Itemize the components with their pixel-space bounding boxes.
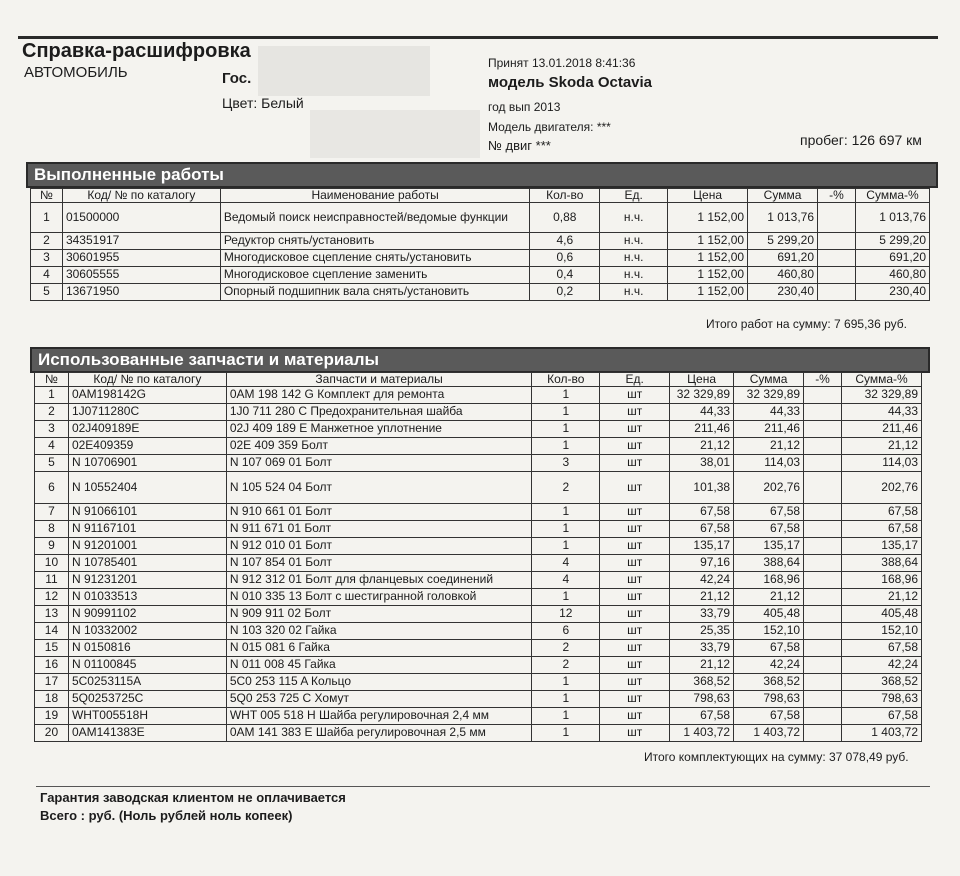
parts-cell: 2 <box>532 639 600 656</box>
parts-cell <box>804 554 842 571</box>
parts-cell: 32 329,89 <box>734 386 804 403</box>
works-column-header: Ед. <box>600 189 668 203</box>
parts-table-row <box>35 605 922 622</box>
parts-table-row <box>35 471 922 503</box>
parts-cell <box>804 403 842 420</box>
parts-cell: N 912 010 01 Болт <box>226 537 532 554</box>
redacted-area <box>310 110 480 158</box>
parts-cell: N 10552404 <box>68 471 226 503</box>
parts-cell: 67,58 <box>842 503 922 520</box>
parts-cell: 202,76 <box>734 471 804 503</box>
works-cell: н.ч. <box>600 249 668 266</box>
parts-cell: шт <box>600 420 670 437</box>
parts-cell: N 91066101 <box>68 503 226 520</box>
works-cell: 2 <box>31 232 63 249</box>
parts-cell: 798,63 <box>842 690 922 707</box>
parts-cell: 44,33 <box>734 403 804 420</box>
parts-cell: 42,24 <box>734 656 804 673</box>
works-cell: 691,20 <box>855 249 929 266</box>
parts-table-row <box>35 437 922 454</box>
parts-cell: N 107 069 01 Болт <box>226 454 532 471</box>
parts-cell: 67,58 <box>842 707 922 724</box>
parts-table-row <box>35 420 922 437</box>
parts-cell: 1 <box>532 588 600 605</box>
parts-cell: 02E 409 359 Болт <box>226 437 532 454</box>
parts-cell: 5Q0 253 725 C Хомут <box>226 690 532 707</box>
parts-cell: 67,58 <box>734 503 804 520</box>
parts-cell: N 10706901 <box>68 454 226 471</box>
parts-cell: N 107 854 01 Болт <box>226 554 532 571</box>
works-cell: 1 152,00 <box>668 202 748 232</box>
parts-cell: 67,58 <box>842 639 922 656</box>
parts-cell: 42,24 <box>842 656 922 673</box>
parts-table-row <box>35 554 922 571</box>
works-cell: 1 013,76 <box>855 202 929 232</box>
parts-table-row <box>35 537 922 554</box>
parts-cell: 368,52 <box>734 673 804 690</box>
works-cell: 30601955 <box>62 249 220 266</box>
parts-cell: 1 <box>532 503 600 520</box>
parts-cell: 67,58 <box>734 707 804 724</box>
parts-cell: WHT 005 518 H Шайба регулировочная 2,4 мм <box>226 707 532 724</box>
parts-cell: 33,79 <box>670 605 734 622</box>
parts-cell: 25,35 <box>670 622 734 639</box>
parts-cell: 368,52 <box>670 673 734 690</box>
parts-cell: шт <box>600 724 670 741</box>
parts-column-header: Кол-во <box>532 373 600 387</box>
parts-cell: 798,63 <box>734 690 804 707</box>
vehicle-label: АВТОМОБИЛЬ <box>24 64 128 81</box>
parts-cell <box>804 639 842 656</box>
parts-cell: 67,58 <box>670 707 734 724</box>
parts-cell: 67,58 <box>670 503 734 520</box>
parts-cell: 38,01 <box>670 454 734 471</box>
parts-cell: 114,03 <box>734 454 804 471</box>
parts-cell: 211,46 <box>842 420 922 437</box>
parts-cell: 1 <box>532 673 600 690</box>
parts-table-row <box>35 503 922 520</box>
parts-column-header: -% <box>804 373 842 387</box>
works-cell: 1 152,00 <box>668 249 748 266</box>
works-cell: 0,6 <box>530 249 600 266</box>
works-column-header: -% <box>818 189 856 203</box>
parts-cell: 135,17 <box>842 537 922 554</box>
works-table <box>30 188 930 301</box>
works-cell: 0,88 <box>530 202 600 232</box>
parts-cell: 7 <box>35 503 69 520</box>
works-column-header: Кол-во <box>530 189 600 203</box>
works-cell: 4 <box>31 266 63 283</box>
parts-cell: 2 <box>532 471 600 503</box>
works-column-header: Сумма <box>748 189 818 203</box>
parts-cell: 168,96 <box>842 571 922 588</box>
works-cell: 3 <box>31 249 63 266</box>
parts-column-header: Запчасти и материалы <box>226 373 532 387</box>
works-cell: 1 013,76 <box>748 202 818 232</box>
parts-cell: 33,79 <box>670 639 734 656</box>
parts-column-header: Сумма-% <box>842 373 922 387</box>
works-column-header: № <box>31 189 63 203</box>
parts-cell: N 103 320 02 Гайка <box>226 622 532 639</box>
parts-cell <box>804 673 842 690</box>
parts-cell <box>804 605 842 622</box>
works-cell: 5 299,20 <box>748 232 818 249</box>
parts-cell: 152,10 <box>734 622 804 639</box>
parts-cell: 6 <box>532 622 600 639</box>
parts-cell: 4 <box>532 571 600 588</box>
works-table-row <box>31 202 930 232</box>
parts-cell: 17 <box>35 673 69 690</box>
warranty-note: Гарантия заводская клиентом не оплачивается <box>40 790 346 805</box>
parts-cell: 10 <box>35 554 69 571</box>
works-cell: Многодисковое сцепление заменить <box>220 266 530 283</box>
parts-cell: 1 403,72 <box>734 724 804 741</box>
parts-cell: 211,46 <box>670 420 734 437</box>
parts-cell: шт <box>600 537 670 554</box>
parts-cell: 67,58 <box>842 520 922 537</box>
parts-cell: 5 <box>35 454 69 471</box>
parts-cell: 135,17 <box>670 537 734 554</box>
parts-cell: 21,12 <box>734 588 804 605</box>
parts-cell: 6 <box>35 471 69 503</box>
works-cell: 0,4 <box>530 266 600 283</box>
vehicle-color: Цвет: Белый <box>222 95 304 111</box>
parts-cell <box>804 656 842 673</box>
parts-total: Итого комплектующих на сумму: 37 078,49 руб. <box>644 750 909 764</box>
works-cell: 460,80 <box>748 266 818 283</box>
parts-table-row <box>35 673 922 690</box>
works-cell: н.ч. <box>600 232 668 249</box>
works-cell: 4,6 <box>530 232 600 249</box>
parts-cell <box>804 471 842 503</box>
works-cell <box>818 266 856 283</box>
parts-cell <box>804 690 842 707</box>
parts-cell: 9 <box>35 537 69 554</box>
works-cell: н.ч. <box>600 266 668 283</box>
parts-cell: 97,16 <box>670 554 734 571</box>
reg-label: Гос. <box>222 70 252 87</box>
parts-cell: 11 <box>35 571 69 588</box>
parts-cell: 44,33 <box>670 403 734 420</box>
parts-cell: шт <box>600 554 670 571</box>
parts-cell: 67,58 <box>670 520 734 537</box>
parts-cell <box>804 588 842 605</box>
engine-model: Модель двигателя: *** <box>488 120 611 134</box>
works-cell: Многодисковое сцепление снять/установить <box>220 249 530 266</box>
parts-cell: 12 <box>35 588 69 605</box>
parts-cell: N 011 008 45 Гайка <box>226 656 532 673</box>
parts-cell: 15 <box>35 639 69 656</box>
works-cell: н.ч. <box>600 283 668 300</box>
works-cell <box>818 202 856 232</box>
parts-cell: 02E409359 <box>68 437 226 454</box>
works-section-title: Выполненные работы <box>26 162 938 188</box>
parts-cell: 32 329,89 <box>670 386 734 403</box>
parts-cell: 44,33 <box>842 403 922 420</box>
parts-column-header: № <box>35 373 69 387</box>
footer-rule <box>36 786 930 787</box>
parts-cell <box>804 386 842 403</box>
parts-cell <box>804 622 842 639</box>
parts-cell: 21,12 <box>842 588 922 605</box>
parts-cell: 14 <box>35 622 69 639</box>
parts-cell: 02J409189E <box>68 420 226 437</box>
works-cell: Ведомый поиск неисправностей/ведомые функции <box>220 202 530 232</box>
works-total: Итого работ на сумму: 7 695,36 руб. <box>706 317 907 331</box>
parts-cell: 4 <box>35 437 69 454</box>
works-column-header: Цена <box>668 189 748 203</box>
parts-cell: шт <box>600 471 670 503</box>
parts-cell: 202,76 <box>842 471 922 503</box>
parts-cell: N 91201001 <box>68 537 226 554</box>
works-cell: 1 <box>31 202 63 232</box>
parts-cell: шт <box>600 386 670 403</box>
works-table-row <box>31 266 930 283</box>
parts-column-header: Ед. <box>600 373 670 387</box>
parts-table-row <box>35 639 922 656</box>
parts-cell <box>804 571 842 588</box>
parts-cell: 42,24 <box>670 571 734 588</box>
parts-column-header: Сумма <box>734 373 804 387</box>
works-cell: 460,80 <box>855 266 929 283</box>
parts-cell <box>804 537 842 554</box>
vehicle-model: модель Skoda Octavia <box>488 74 653 91</box>
parts-cell: 21,12 <box>670 656 734 673</box>
works-cell: 13671950 <box>62 283 220 300</box>
parts-table-row <box>35 520 922 537</box>
works-cell <box>818 232 856 249</box>
parts-section-title: Использованные запчасти и материалы <box>30 347 930 373</box>
works-cell <box>818 283 856 300</box>
parts-cell: 388,64 <box>842 554 922 571</box>
parts-cell: 1 <box>532 707 600 724</box>
parts-cell: 5C0 253 115 A Кольцо <box>226 673 532 690</box>
parts-cell: 1 <box>532 386 600 403</box>
parts-cell: 5Q0253725C <box>68 690 226 707</box>
parts-cell: N 010 335 13 Болт с шестигранной головкой <box>226 588 532 605</box>
parts-cell: N 909 911 02 Болт <box>226 605 532 622</box>
parts-cell: 3 <box>532 454 600 471</box>
parts-cell: 0AM 141 383 E Шайба регулировочная 2,5 мм <box>226 724 532 741</box>
parts-table-row <box>35 656 922 673</box>
parts-cell: 1J0711280C <box>68 403 226 420</box>
parts-cell: шт <box>600 520 670 537</box>
parts-cell: 368,52 <box>842 673 922 690</box>
parts-cell: 1 <box>532 690 600 707</box>
parts-table-row <box>35 571 922 588</box>
parts-cell: шт <box>600 707 670 724</box>
parts-cell: N 10785401 <box>68 554 226 571</box>
parts-table-row <box>35 724 922 741</box>
parts-cell: N 90991102 <box>68 605 226 622</box>
vehicle-year: год вып 2013 <box>488 100 561 114</box>
parts-cell: 1 <box>532 537 600 554</box>
parts-cell: шт <box>600 403 670 420</box>
works-column-header: Сумма-% <box>855 189 929 203</box>
works-cell: 34351917 <box>62 232 220 249</box>
parts-cell: 12 <box>532 605 600 622</box>
works-cell <box>818 249 856 266</box>
parts-cell: 1 <box>532 420 600 437</box>
parts-cell: шт <box>600 639 670 656</box>
works-cell: 01500000 <box>62 202 220 232</box>
parts-cell <box>804 724 842 741</box>
parts-cell: 2 <box>35 403 69 420</box>
parts-cell <box>804 503 842 520</box>
parts-cell: N 91167101 <box>68 520 226 537</box>
works-column-header: Наименование работы <box>220 189 530 203</box>
parts-cell: шт <box>600 605 670 622</box>
works-header-row <box>31 189 930 203</box>
parts-cell: 3 <box>35 420 69 437</box>
parts-table-row <box>35 622 922 639</box>
parts-cell: 798,63 <box>670 690 734 707</box>
parts-cell: 405,48 <box>842 605 922 622</box>
parts-cell: шт <box>600 503 670 520</box>
parts-table-row <box>35 588 922 605</box>
parts-cell: шт <box>600 690 670 707</box>
parts-cell: 16 <box>35 656 69 673</box>
works-table-row <box>31 249 930 266</box>
parts-cell: 21,12 <box>734 437 804 454</box>
parts-column-header: Код/ № по каталогу <box>68 373 226 387</box>
parts-cell: N 10332002 <box>68 622 226 639</box>
works-cell: н.ч. <box>600 202 668 232</box>
accepted-date: Принят 13.01.2018 8:41:36 <box>488 56 636 70</box>
parts-cell: 5C0253115A <box>68 673 226 690</box>
works-cell: 0,2 <box>530 283 600 300</box>
parts-column-header: Цена <box>670 373 734 387</box>
parts-cell: N 911 671 01 Болт <box>226 520 532 537</box>
parts-cell: N 0150816 <box>68 639 226 656</box>
parts-cell: 20 <box>35 724 69 741</box>
parts-cell: 114,03 <box>842 454 922 471</box>
parts-cell: 8 <box>35 520 69 537</box>
parts-cell: N 912 312 01 Болт для фланцевых соединений <box>226 571 532 588</box>
parts-header-row <box>35 373 922 387</box>
parts-cell: 67,58 <box>734 639 804 656</box>
works-cell: 1 152,00 <box>668 266 748 283</box>
parts-cell: 1 <box>532 520 600 537</box>
top-rule <box>18 36 938 39</box>
parts-cell: 18 <box>35 690 69 707</box>
parts-table-row <box>35 707 922 724</box>
parts-cell: WHT005518H <box>68 707 226 724</box>
parts-cell: 152,10 <box>842 622 922 639</box>
works-cell: 230,40 <box>855 283 929 300</box>
works-column-header: Код/ № по каталогу <box>62 189 220 203</box>
redacted-area <box>258 46 430 96</box>
parts-cell: N 01100845 <box>68 656 226 673</box>
parts-cell: шт <box>600 588 670 605</box>
works-table-row <box>31 283 930 300</box>
parts-cell: 211,46 <box>734 420 804 437</box>
parts-cell: шт <box>600 454 670 471</box>
parts-cell: 1 403,72 <box>842 724 922 741</box>
parts-cell <box>804 520 842 537</box>
parts-cell: 1 <box>532 403 600 420</box>
parts-cell: 0AM198142G <box>68 386 226 403</box>
parts-cell: шт <box>600 437 670 454</box>
parts-cell: 1 403,72 <box>670 724 734 741</box>
parts-cell: 21,12 <box>670 437 734 454</box>
parts-cell <box>804 454 842 471</box>
works-cell: 5 299,20 <box>855 232 929 249</box>
works-table-row <box>31 232 930 249</box>
parts-cell: 1 <box>532 437 600 454</box>
parts-cell: шт <box>600 673 670 690</box>
parts-table <box>34 372 922 742</box>
parts-table-row <box>35 454 922 471</box>
parts-cell <box>804 420 842 437</box>
parts-cell: 101,38 <box>670 471 734 503</box>
parts-cell: 1 <box>35 386 69 403</box>
parts-cell: 0AM141383E <box>68 724 226 741</box>
parts-cell: 13 <box>35 605 69 622</box>
parts-table-row <box>35 403 922 420</box>
parts-cell: 405,48 <box>734 605 804 622</box>
works-cell: 1 152,00 <box>668 232 748 249</box>
parts-cell: 1 <box>532 724 600 741</box>
works-cell: 691,20 <box>748 249 818 266</box>
works-cell: Редуктор снять/установить <box>220 232 530 249</box>
parts-cell: N 015 081 6 Гайка <box>226 639 532 656</box>
parts-cell: N 01033513 <box>68 588 226 605</box>
parts-cell: 1J0 711 280 C Предохранительная шайба <box>226 403 532 420</box>
parts-cell: 0AM 198 142 G Комплект для ремонта <box>226 386 532 403</box>
parts-cell: 21,12 <box>670 588 734 605</box>
parts-cell: 388,64 <box>734 554 804 571</box>
parts-table-row <box>35 386 922 403</box>
parts-cell: N 910 661 01 Болт <box>226 503 532 520</box>
works-cell: Опорный подшипник вала снять/установить <box>220 283 530 300</box>
parts-cell: 4 <box>532 554 600 571</box>
parts-cell: 2 <box>532 656 600 673</box>
parts-cell: 135,17 <box>734 537 804 554</box>
works-cell: 5 <box>31 283 63 300</box>
parts-cell: 21,12 <box>842 437 922 454</box>
parts-cell: N 105 524 04 Болт <box>226 471 532 503</box>
parts-cell: 168,96 <box>734 571 804 588</box>
grand-total: Всего : руб. (Ноль рублей ноль копеек) <box>40 808 293 823</box>
mileage: пробег: 126 697 км <box>800 132 922 148</box>
parts-cell <box>804 437 842 454</box>
parts-cell: 32 329,89 <box>842 386 922 403</box>
parts-cell: 19 <box>35 707 69 724</box>
parts-table-row <box>35 690 922 707</box>
parts-cell: шт <box>600 622 670 639</box>
parts-cell <box>804 707 842 724</box>
engine-number: № двиг *** <box>488 138 551 153</box>
parts-cell: шт <box>600 656 670 673</box>
document-title: Справка-расшифровка <box>22 40 251 62</box>
works-cell: 230,40 <box>748 283 818 300</box>
parts-cell: шт <box>600 571 670 588</box>
works-cell: 1 152,00 <box>668 283 748 300</box>
parts-cell: 02J 409 189 E Манжетное уплотнение <box>226 420 532 437</box>
parts-cell: 67,58 <box>734 520 804 537</box>
parts-cell: N 91231201 <box>68 571 226 588</box>
works-cell: 30605555 <box>62 266 220 283</box>
